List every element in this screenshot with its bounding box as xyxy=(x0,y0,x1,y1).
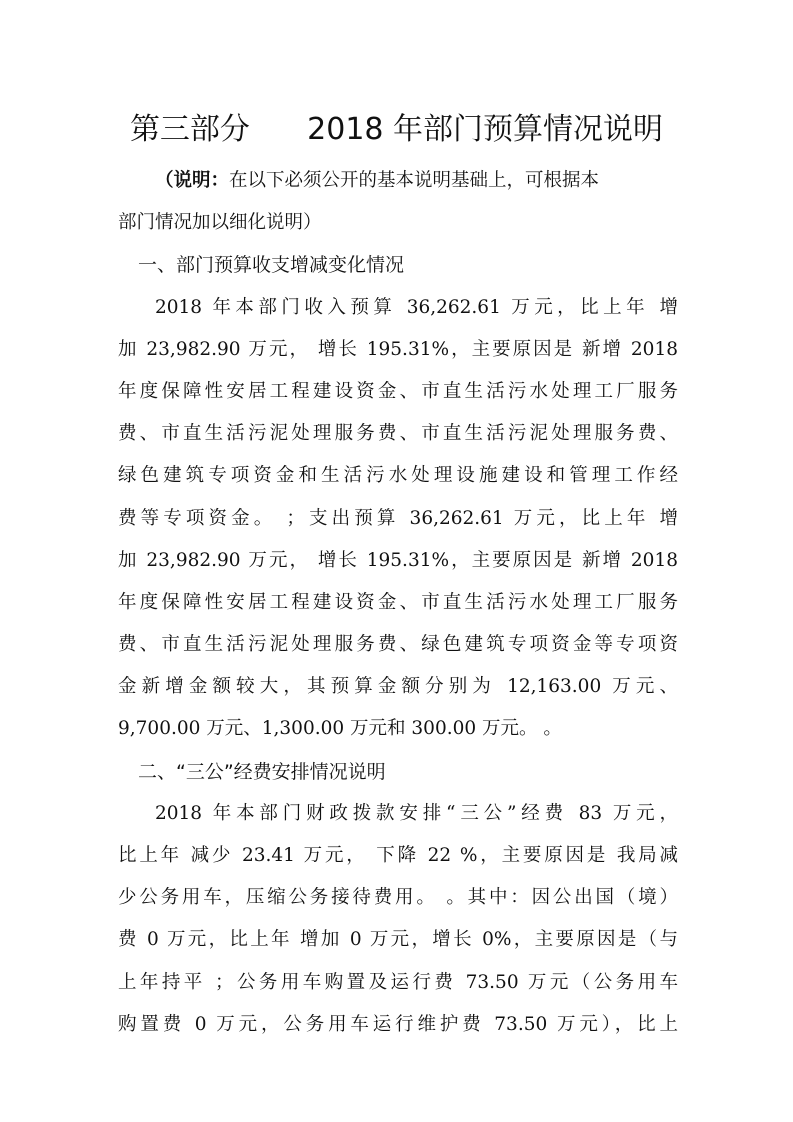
paragraph-line: 2018 年本部门收入预算 36,262.61 万元，比上年 增 xyxy=(155,296,678,318)
paragraph-line: 费、市直生活污泥处理服务费、市直生活污泥处理服务费、 xyxy=(118,423,678,445)
paragraph-line: 少公务用车，压缩公务接待费用。 。其中：因公出国（境） xyxy=(118,887,678,909)
paragraph-line: 费等专项资金。 ；支出预算 36,262.61 万元，比上年 增 xyxy=(118,507,678,529)
paragraph-line: 2018 年本部门财政拨款安排“三公”经费 83 万元， xyxy=(155,802,678,824)
note-line-2: 部门情况加以细化说明） xyxy=(118,212,322,234)
paragraph-line: 加 23,982.90 万元， 增长 195.31%，主要原因是 新增 2018 xyxy=(118,338,678,360)
paragraph-line: 上年持平 ；公务用车购置及运行费 73.50 万元（公务用车 xyxy=(118,971,678,993)
section-1-heading: 一、部门预算收支增减变化情况 xyxy=(138,254,405,277)
note-line-1 xyxy=(118,160,678,202)
paragraph-line: 费 0 万元，比上年 增加 0 万元，增长 0%，主要原因是（与 xyxy=(118,929,678,951)
paragraph-line: 购置费 0 万元，公务用车运行维护费 73.50 万元），比上 xyxy=(118,1013,678,1035)
paragraph-line: 年度保障性安居工程建设资金、市直生活污水处理工厂服务 xyxy=(118,591,678,613)
paragraph-line: 金新增金额较大，其预算金额分别为 12,163.00 万元、 xyxy=(118,676,678,698)
paragraph-line: 费、市直生活污泥处理服务费、绿色建筑专项资金等专项资 xyxy=(118,634,678,656)
document-body xyxy=(118,160,678,1046)
paragraph-line: 绿色建筑专项资金和生活污水处理设施建设和管理工作经 xyxy=(118,465,678,487)
paragraph-line: 年度保障性安居工程建设资金、市直生活污水处理工厂服务 xyxy=(118,380,678,402)
section-2-heading: 二、“三公”经费安排情况说明 xyxy=(138,760,386,783)
note-text: 在以下必须公开的基本说明基础上，可根据本 xyxy=(229,170,600,191)
paragraph-line: 比上年 减少 23.41 万元， 下降 22 %，主要原因是 我局减 xyxy=(118,845,678,866)
paragraph-line: 加 23,982.90 万元， 增长 195.31%，主要原因是 新增 2018 xyxy=(118,549,678,571)
note-label: （说明： xyxy=(155,170,230,191)
paragraph-line: 9,700.00 万元、1,300.00 万元和 300.00 万元。 。 xyxy=(118,718,562,740)
document-title: 第三部分 2018 年部门预算情况说明 xyxy=(129,112,664,147)
